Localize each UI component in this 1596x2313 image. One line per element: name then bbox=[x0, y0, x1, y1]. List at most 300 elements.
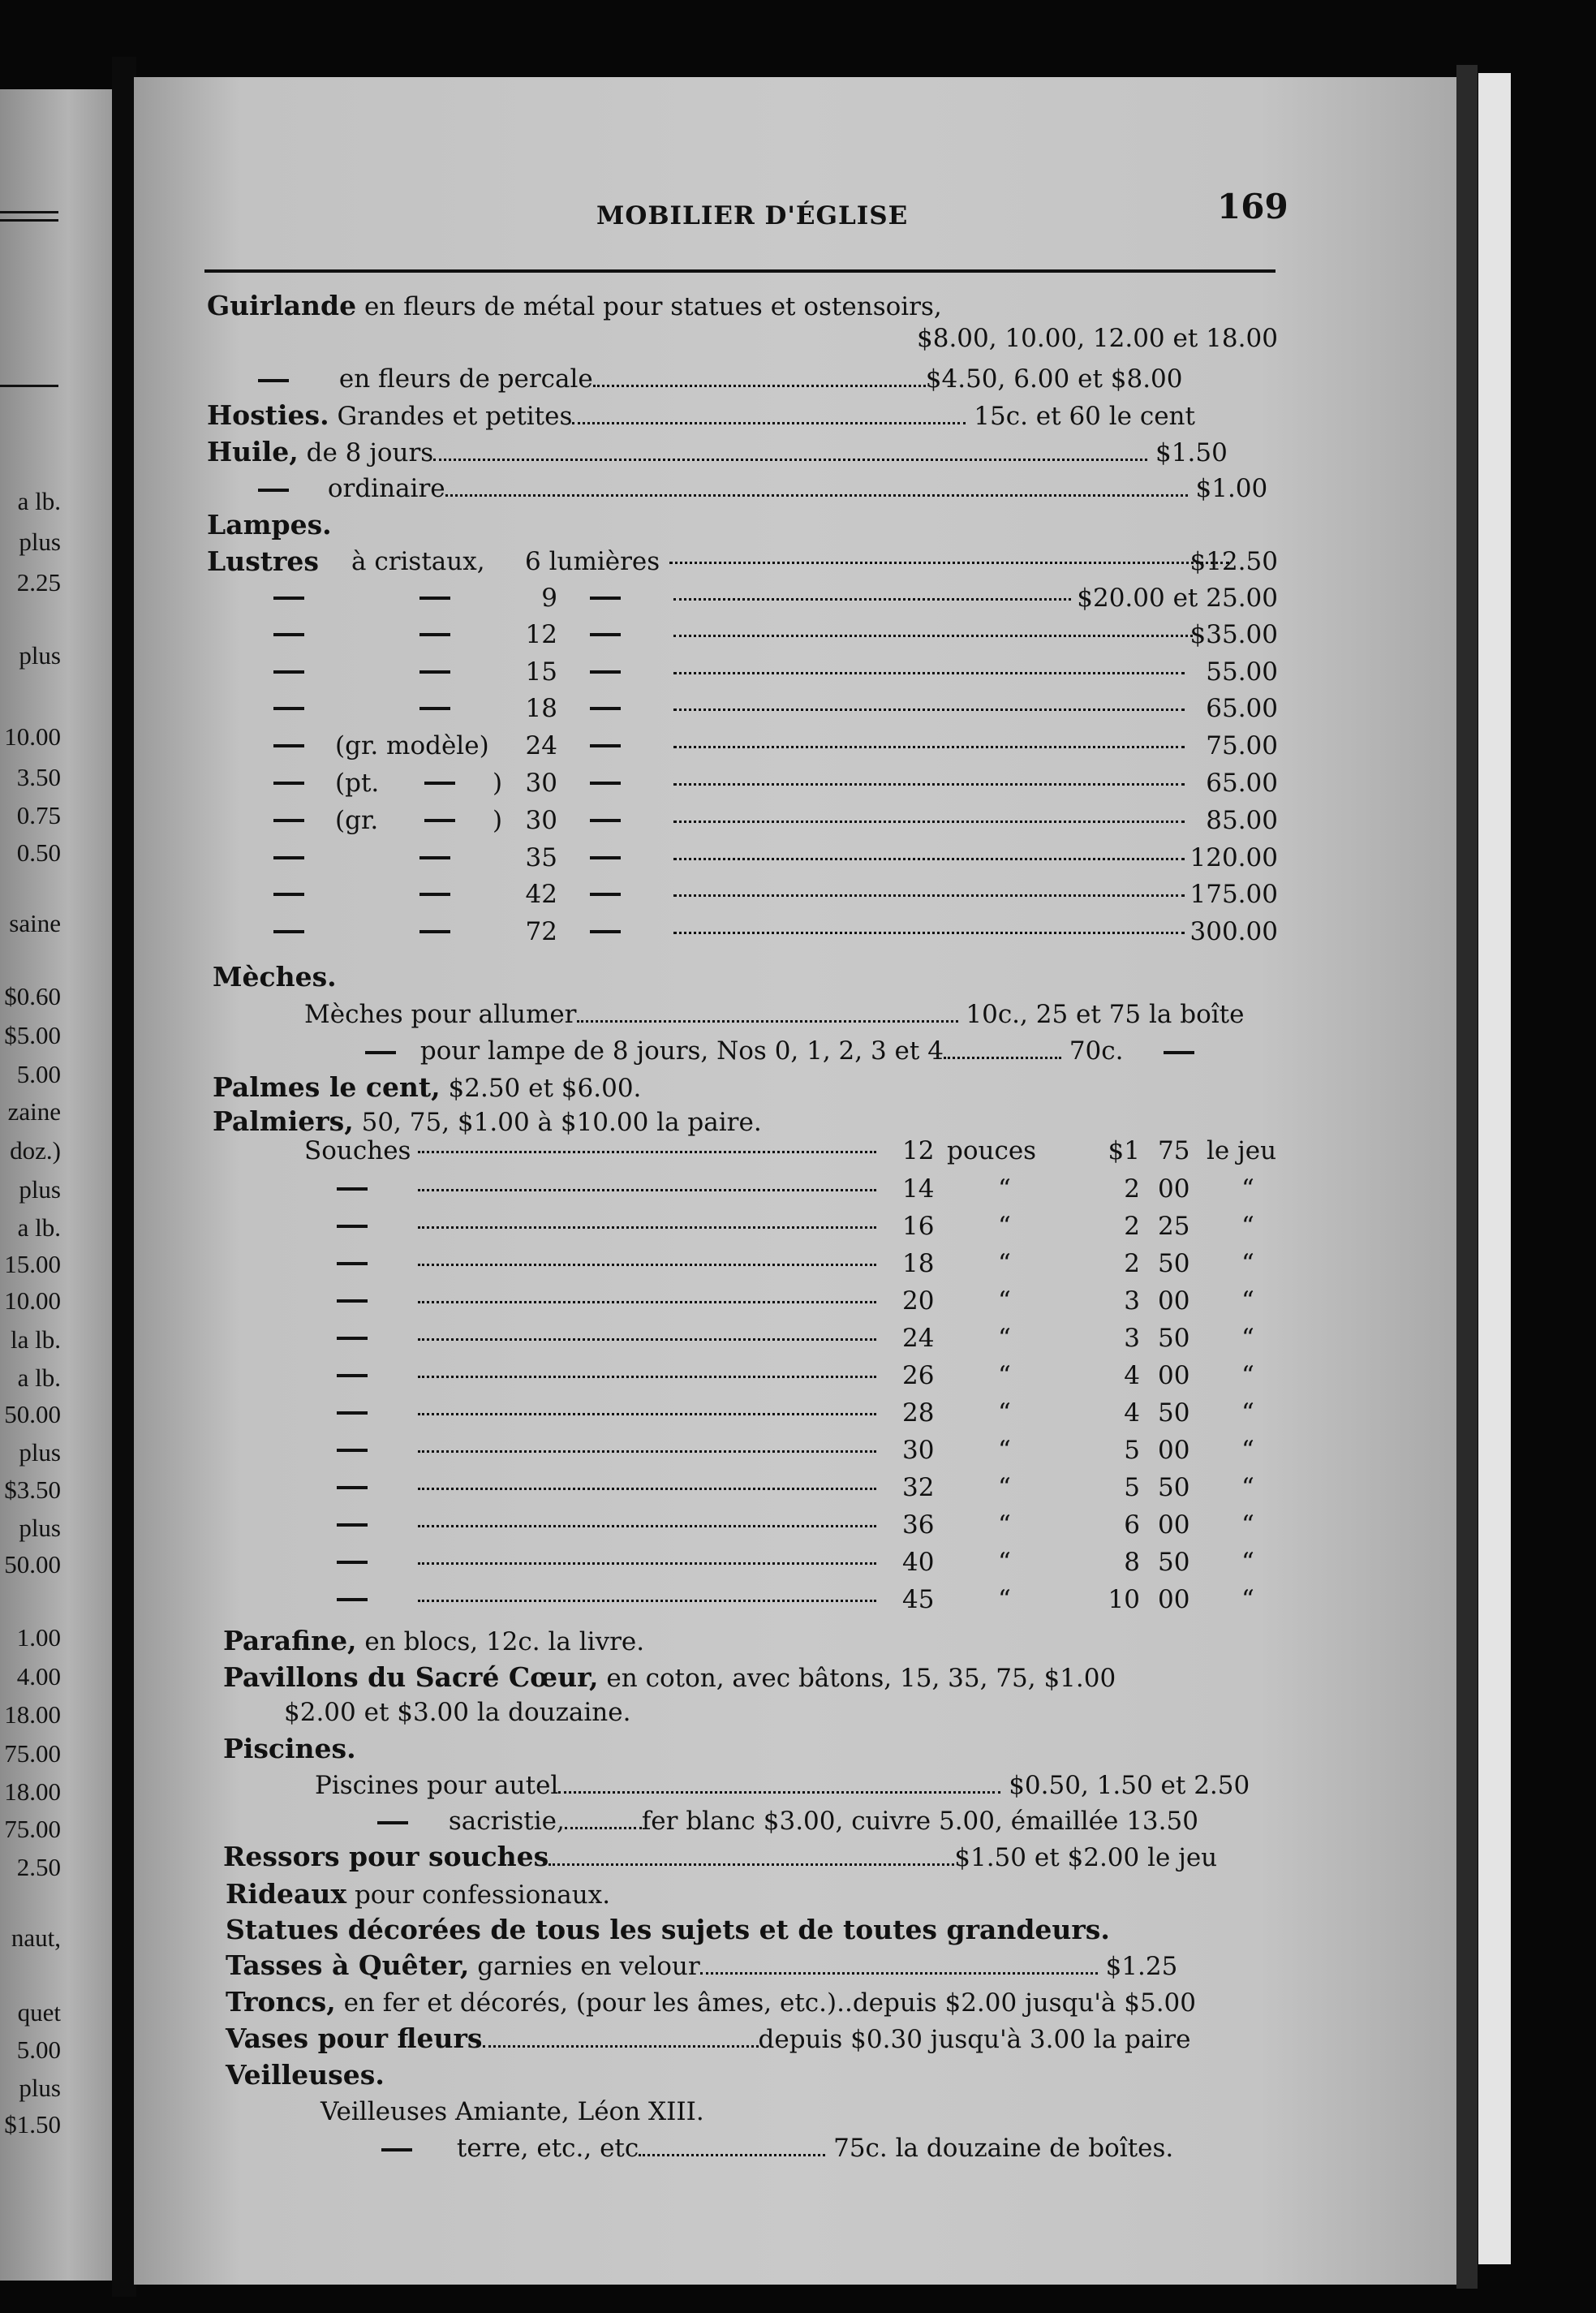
leader-dots bbox=[483, 2031, 759, 2048]
entry-pavillons bbox=[223, 1660, 1116, 1695]
lustres-row bbox=[207, 544, 1294, 579]
leader-dots bbox=[418, 1212, 876, 1229]
facing-page-fragment: plus bbox=[19, 1514, 61, 1542]
facing-page-fragment: zaine bbox=[7, 1097, 61, 1126]
souche-size: 45 bbox=[902, 1585, 935, 1614]
facing-page-fragment: 50.00 bbox=[4, 1400, 61, 1428]
souche-size: 30 bbox=[902, 1436, 935, 1465]
souche-size: 24 bbox=[902, 1324, 935, 1353]
souche-dollars: $1 bbox=[1108, 1136, 1140, 1165]
leader-dots bbox=[673, 806, 1185, 823]
lustres-lights: 9 bbox=[541, 584, 557, 613]
entry-description: $2.50 et $6.00. bbox=[448, 1074, 642, 1103]
souche-cents: 25 bbox=[1158, 1212, 1190, 1241]
lustres-price: $35.00 bbox=[1189, 620, 1278, 649]
souche-unit: “ bbox=[998, 1510, 1011, 1540]
facing-page-fragment: 18.00 bbox=[4, 1777, 61, 1806]
ditto-dash bbox=[337, 1486, 368, 1489]
lustres-lights: 42 bbox=[525, 880, 557, 909]
ditto-dash bbox=[381, 2148, 412, 2151]
ditto-dash bbox=[337, 1187, 368, 1191]
souche-size: 20 bbox=[902, 1286, 935, 1316]
sub-label: en fleurs de percale bbox=[338, 364, 593, 394]
ditto-dash bbox=[365, 1051, 396, 1054]
souche-unit: “ bbox=[998, 1398, 1011, 1428]
souche-per: “ bbox=[1241, 1548, 1254, 1577]
entry-description: de 8 jours bbox=[306, 438, 434, 467]
entry-description: Grandes et petites bbox=[337, 402, 573, 431]
palmiers-row bbox=[304, 1432, 1302, 1468]
souche-unit: “ bbox=[998, 1585, 1011, 1614]
ditto-dash bbox=[590, 930, 621, 933]
leader-dots bbox=[418, 1436, 876, 1453]
lustres-lights: 6 lumières bbox=[525, 547, 660, 576]
ditto-dash bbox=[337, 1262, 368, 1265]
facing-page-fragment: $5.00 bbox=[4, 1021, 61, 1049]
facing-page-fragment: 10.00 bbox=[4, 722, 61, 751]
entry-subline bbox=[377, 1803, 1198, 1839]
souche-dollars: 3 bbox=[1124, 1324, 1140, 1353]
entry-title: Huile, bbox=[207, 436, 299, 467]
facing-page-fragment: 3.50 bbox=[16, 763, 61, 791]
souche-per: le jeu bbox=[1207, 1136, 1277, 1165]
entry-price: 15c. et 60 le cent bbox=[974, 402, 1195, 431]
leader-dots bbox=[418, 1510, 876, 1527]
souche-dollars: 5 bbox=[1124, 1436, 1140, 1465]
facing-page-fragment: plus bbox=[19, 528, 61, 556]
lustres-row bbox=[207, 580, 1294, 616]
ditto-dash bbox=[419, 893, 450, 896]
ditto-dash bbox=[424, 819, 455, 822]
souche-unit: “ bbox=[998, 1436, 1011, 1465]
souche-cents: 00 bbox=[1158, 1585, 1190, 1614]
souche-per: “ bbox=[1241, 1436, 1254, 1465]
lustres-model: (gr. bbox=[335, 806, 379, 835]
sub-price: 70c. bbox=[1069, 1036, 1124, 1066]
sub-label: Mèches pour allumer bbox=[304, 1000, 577, 1029]
ditto-dash bbox=[590, 782, 621, 785]
souche-dollars: 8 bbox=[1124, 1548, 1140, 1577]
entry-vases bbox=[226, 2021, 1190, 2057]
lustres-price: 175.00 bbox=[1189, 880, 1278, 909]
facing-page-fragment: a lb. bbox=[17, 487, 61, 515]
facing-page-fragment: 2.25 bbox=[16, 568, 61, 597]
ditto-dash bbox=[273, 819, 304, 822]
souche-per: “ bbox=[1241, 1361, 1254, 1390]
ditto-dash bbox=[337, 1449, 368, 1452]
souche-unit: “ bbox=[998, 1286, 1011, 1316]
entry-guirlande bbox=[207, 288, 942, 324]
leader-dots bbox=[639, 2139, 825, 2156]
ditto-dash bbox=[419, 930, 450, 933]
ditto-dash bbox=[337, 1561, 368, 1564]
sub-label: sacristie, bbox=[448, 1807, 565, 1836]
souche-cents: 50 bbox=[1158, 1324, 1190, 1353]
ditto-dash bbox=[258, 489, 289, 492]
facing-page-rule bbox=[0, 219, 58, 222]
souche-dollars: 2 bbox=[1124, 1212, 1140, 1241]
facing-page-fragment: plus bbox=[19, 1175, 61, 1204]
entry-description: à cristaux, bbox=[351, 547, 485, 576]
lustres-row bbox=[207, 691, 1294, 726]
lustres-price: 55.00 bbox=[1206, 657, 1278, 687]
lustres-lights: 24 bbox=[525, 731, 557, 760]
ditto-dash bbox=[337, 1225, 368, 1228]
leader-dots bbox=[418, 1361, 876, 1378]
palmiers-row bbox=[304, 1283, 1302, 1319]
ditto-dash bbox=[273, 856, 304, 859]
ditto-dash bbox=[590, 707, 621, 710]
entry-title: Guirlande bbox=[207, 290, 357, 321]
lustres-price: 300.00 bbox=[1189, 917, 1278, 946]
leader-dots bbox=[418, 1585, 876, 1602]
facing-page-fragment: plus bbox=[19, 2074, 61, 2102]
leader-dots bbox=[673, 694, 1185, 711]
sub-label: terre, etc., etc bbox=[456, 2134, 639, 2163]
palmiers-row bbox=[304, 1320, 1302, 1356]
leader-dots bbox=[418, 1249, 876, 1266]
ditto-dash bbox=[377, 1821, 408, 1824]
entry-title: Pavillons du Sacré Cœur, bbox=[223, 1661, 599, 1693]
leader-dots bbox=[418, 1286, 876, 1303]
leader-dots bbox=[418, 1548, 876, 1565]
souche-per: “ bbox=[1241, 1174, 1254, 1204]
leader-dots bbox=[548, 1849, 954, 1866]
souche-size: 14 bbox=[902, 1174, 935, 1204]
palmiers-row bbox=[304, 1507, 1302, 1543]
leader-dots bbox=[445, 480, 1188, 497]
entry-title: Palmes le cent, bbox=[213, 1071, 441, 1103]
book-gutter bbox=[112, 57, 136, 2297]
souches-label: Souches bbox=[304, 1136, 411, 1165]
entry-price: depuis $0.30 jusqu'à 3.00 la paire bbox=[758, 2025, 1191, 2054]
entry-price: $1.50 et $2.00 le jeu bbox=[954, 1843, 1218, 1872]
leader-dots bbox=[577, 1006, 958, 1023]
bracket: ) bbox=[493, 806, 503, 835]
leader-dots bbox=[673, 769, 1185, 786]
leader-dots bbox=[565, 1812, 642, 1829]
lustres-lights: 72 bbox=[525, 917, 557, 946]
lustres-price: $12.50 bbox=[1189, 547, 1278, 576]
souche-cents: 00 bbox=[1158, 1510, 1190, 1540]
sub-price: fer blanc $3.00, cuivre 5.00, émaillée 13.50 bbox=[641, 1807, 1198, 1836]
palmiers-row bbox=[304, 1208, 1302, 1244]
ditto-dash bbox=[273, 930, 304, 933]
entry-price: $1.50 bbox=[1155, 438, 1228, 467]
lustres-row bbox=[207, 877, 1294, 912]
entry-veilleuses: Veilleuses. bbox=[226, 2059, 385, 2091]
entry-tasses bbox=[226, 1948, 1177, 1983]
leader-dots bbox=[593, 370, 926, 387]
souche-unit: pouces bbox=[947, 1136, 1037, 1165]
souche-per: “ bbox=[1241, 1473, 1254, 1502]
facing-page-fragment: 5.00 bbox=[16, 2035, 61, 2064]
entry-meches: Mèches. bbox=[213, 961, 337, 993]
ditto-dash bbox=[337, 1598, 368, 1601]
facing-page-fragment: 75.00 bbox=[4, 1815, 61, 1843]
souche-cents: 50 bbox=[1158, 1398, 1190, 1428]
leader-dots bbox=[418, 1398, 876, 1415]
leader-dots bbox=[418, 1136, 876, 1153]
souche-unit: “ bbox=[998, 1174, 1011, 1204]
souche-per: “ bbox=[1241, 1286, 1254, 1316]
lustres-price: 65.00 bbox=[1206, 694, 1278, 723]
souche-per: “ bbox=[1241, 1398, 1254, 1428]
facing-page-fragment: 0.75 bbox=[16, 801, 61, 829]
lustres-model: (pt. bbox=[335, 769, 380, 798]
entry-subline: Veilleuses Amiante, Léon XIII. bbox=[320, 2097, 704, 2126]
leader-dots bbox=[669, 547, 1229, 564]
entry-subline bbox=[365, 1033, 1194, 1069]
entry-piscines: Piscines. bbox=[223, 1733, 356, 1764]
souche-dollars: 6 bbox=[1124, 1510, 1140, 1540]
souche-size: 28 bbox=[902, 1398, 935, 1428]
lustres-price: 65.00 bbox=[1206, 769, 1278, 798]
souche-cents: 50 bbox=[1158, 1249, 1190, 1278]
facing-page-fragment: $1.50 bbox=[4, 2110, 61, 2139]
souche-cents: 00 bbox=[1158, 1436, 1190, 1465]
entry-ressors bbox=[223, 1839, 1217, 1875]
souche-dollars: 4 bbox=[1124, 1398, 1140, 1428]
ditto-dash bbox=[273, 893, 304, 896]
sub-price: $4.50, 6.00 et $8.00 bbox=[925, 364, 1183, 394]
lustres-row bbox=[207, 914, 1294, 950]
facing-page-fragment: 10.00 bbox=[4, 1286, 61, 1315]
entry-price: $8.00, 10.00, 12.00 et 18.00 bbox=[917, 324, 1278, 353]
leader-dots bbox=[673, 880, 1185, 897]
ditto-dash bbox=[419, 633, 450, 636]
souche-size: 16 bbox=[902, 1212, 935, 1241]
ditto-dash bbox=[419, 597, 450, 600]
ditto-dash bbox=[590, 819, 621, 822]
facing-page-fragment: plus bbox=[19, 641, 61, 670]
facing-page-fragment: 50.00 bbox=[4, 1550, 61, 1579]
souche-per: “ bbox=[1241, 1510, 1254, 1540]
souche-per: “ bbox=[1241, 1324, 1254, 1353]
lustres-model: (gr. modèle) bbox=[335, 731, 489, 760]
leader-dots bbox=[558, 1777, 1000, 1794]
leader-dots bbox=[673, 731, 1185, 748]
lustres-price: 75.00 bbox=[1206, 731, 1278, 760]
lustres-row bbox=[207, 617, 1294, 653]
lustres-lights: 15 bbox=[525, 657, 557, 687]
ditto-dash bbox=[419, 707, 450, 710]
souche-unit: “ bbox=[998, 1361, 1011, 1390]
entry-troncs bbox=[226, 1984, 1196, 2020]
leader-dots bbox=[673, 657, 1185, 674]
palmiers-row bbox=[304, 1395, 1302, 1431]
souche-size: 40 bbox=[902, 1548, 935, 1577]
entry-parafine bbox=[223, 1623, 644, 1659]
leader-dots bbox=[673, 917, 1185, 934]
ditto-dash bbox=[273, 744, 304, 747]
lustres-row bbox=[207, 840, 1294, 876]
souche-unit: “ bbox=[998, 1548, 1011, 1577]
souche-cents: 00 bbox=[1158, 1174, 1190, 1204]
entry-subline bbox=[381, 2130, 1173, 2166]
ditto-dash bbox=[273, 670, 304, 674]
facing-page-fragment: $0.60 bbox=[4, 982, 61, 1010]
bracket: ) bbox=[493, 769, 503, 798]
souche-dollars: 5 bbox=[1124, 1473, 1140, 1502]
lustres-price: 120.00 bbox=[1189, 843, 1278, 872]
facing-page-fragment: 2.50 bbox=[16, 1853, 61, 1881]
palmiers-row bbox=[304, 1470, 1302, 1505]
entry-subline bbox=[258, 471, 1267, 506]
entry-description: en blocs, 12c. la livre. bbox=[364, 1627, 645, 1656]
ditto-dash bbox=[590, 893, 621, 896]
facing-page-fragment: 18.00 bbox=[4, 1700, 61, 1729]
ditto-dash bbox=[590, 597, 621, 600]
entry-subline bbox=[315, 1768, 1250, 1803]
sub-price: 75c. la douzaine de boîtes. bbox=[833, 2134, 1174, 2163]
entry-description: en fer et décorés, (pour les âmes, etc.)..depuis $2.00 jusqu'à $5.00 bbox=[343, 1988, 1196, 2018]
page-edge bbox=[1456, 65, 1478, 2289]
sub-price: 10c., 25 et 75 la boîte bbox=[966, 1000, 1245, 1029]
facing-page-fragment: plus bbox=[19, 1438, 61, 1467]
ditto-dash bbox=[273, 597, 304, 600]
entry-description: 50, 75, $1.00 à $10.00 la paire. bbox=[361, 1108, 762, 1137]
ditto-dash bbox=[273, 782, 304, 785]
leader-dots bbox=[673, 620, 1193, 637]
souche-unit: “ bbox=[998, 1249, 1011, 1278]
entry-subline bbox=[304, 997, 1244, 1032]
souche-size: 36 bbox=[902, 1510, 935, 1540]
souche-dollars: 10 bbox=[1108, 1585, 1140, 1614]
ditto-dash bbox=[337, 1411, 368, 1415]
entry-title: Ressors pour souches bbox=[223, 1841, 549, 1872]
entry-hosties bbox=[207, 398, 1195, 433]
souche-cents: 00 bbox=[1158, 1286, 1190, 1316]
souche-cents: 00 bbox=[1158, 1361, 1190, 1390]
sub-label: pour lampe de 8 jours, Nos 0, 1, 2, 3 et 4 bbox=[419, 1036, 944, 1066]
ditto-dash bbox=[337, 1374, 368, 1377]
facing-page-fragment: 1.00 bbox=[16, 1623, 61, 1652]
facing-page-fragment: 4.00 bbox=[16, 1662, 61, 1691]
lustres-row bbox=[207, 654, 1294, 690]
entry-palmes bbox=[213, 1070, 641, 1105]
entry-price: $1.25 bbox=[1105, 1952, 1178, 1981]
ditto-dash bbox=[590, 744, 621, 747]
entry-title: Parafine, bbox=[223, 1625, 357, 1656]
souche-dollars: 4 bbox=[1124, 1361, 1140, 1390]
leader-dots bbox=[944, 1042, 1061, 1059]
ditto-dash bbox=[1164, 1051, 1194, 1054]
palmiers-row bbox=[304, 1358, 1302, 1393]
ditto-dash bbox=[424, 782, 455, 785]
souche-cents: 50 bbox=[1158, 1548, 1190, 1577]
lustres-lights: 18 bbox=[525, 694, 557, 723]
entry-description: garnies en velour bbox=[477, 1952, 700, 1981]
facing-page-fragment: quet bbox=[17, 1998, 61, 2027]
facing-page-fragment: naut, bbox=[11, 1923, 61, 1952]
facing-page-fragment: 5.00 bbox=[16, 1060, 61, 1088]
souche-per: “ bbox=[1241, 1212, 1254, 1241]
scan-margin bbox=[1478, 73, 1511, 2264]
entry-rideaux bbox=[226, 1876, 610, 1912]
facing-page-rule bbox=[0, 385, 58, 387]
souche-size: 26 bbox=[902, 1361, 935, 1390]
header-rule bbox=[204, 269, 1276, 273]
facing-page-fragment: doz.) bbox=[10, 1136, 61, 1165]
entry-description: en coton, avec bâtons, 15, 35, 75, $1.00 bbox=[606, 1664, 1116, 1693]
lustres-lights: 30 bbox=[525, 769, 557, 798]
lustres-row bbox=[207, 803, 1294, 838]
lustres-lights: 30 bbox=[525, 806, 557, 835]
sub-label: Piscines pour autel bbox=[315, 1771, 559, 1800]
souche-unit: “ bbox=[998, 1324, 1011, 1353]
leader-dots bbox=[700, 1958, 1098, 1975]
palmiers-row bbox=[304, 1582, 1302, 1617]
souche-size: 12 bbox=[902, 1136, 935, 1165]
entry-title: Hosties. bbox=[207, 399, 329, 431]
sub-price: $1.00 bbox=[1195, 474, 1268, 503]
ditto-dash bbox=[590, 856, 621, 859]
palmiers-row bbox=[304, 1544, 1302, 1580]
facing-page-fragment: 0.50 bbox=[16, 838, 61, 867]
facing-page-fragment: a lb. bbox=[17, 1363, 61, 1392]
sub-label: ordinaire bbox=[327, 474, 445, 503]
souche-dollars: 3 bbox=[1124, 1286, 1140, 1316]
leader-dots bbox=[418, 1324, 876, 1341]
ditto-dash bbox=[337, 1337, 368, 1340]
souche-cents: 75 bbox=[1158, 1136, 1190, 1165]
entry-description: pour confessionaux. bbox=[354, 1880, 611, 1910]
lustres-price: $20.00 et 25.00 bbox=[1077, 584, 1278, 613]
souche-size: 32 bbox=[902, 1473, 935, 1502]
ditto-dash bbox=[273, 707, 304, 710]
facing-page-rule bbox=[0, 211, 58, 213]
entry-huile bbox=[207, 434, 1228, 470]
souche-unit: “ bbox=[998, 1473, 1011, 1502]
page-number: 169 bbox=[1217, 187, 1288, 226]
entry-statues: Statues décorées de tous les sujets et de toutes grandeurs. bbox=[226, 1914, 1110, 1945]
entry-title: Rideaux bbox=[226, 1878, 347, 1910]
entry-title: Tasses à Quêter, bbox=[226, 1949, 470, 1981]
palmiers-row bbox=[304, 1246, 1302, 1281]
lustres-row bbox=[207, 765, 1294, 801]
running-title: MOBILIER D'ÉGLISE bbox=[596, 201, 909, 230]
ditto-dash bbox=[258, 379, 289, 382]
leader-dots bbox=[572, 407, 966, 424]
palmiers-row bbox=[304, 1171, 1302, 1207]
ditto-dash bbox=[590, 633, 621, 636]
souche-dollars: 2 bbox=[1124, 1249, 1140, 1278]
entry-title: Lustres bbox=[207, 545, 319, 577]
entry-continuation: $2.00 et $3.00 la douzaine. bbox=[284, 1698, 631, 1727]
ditto-dash bbox=[419, 670, 450, 674]
leader-dots bbox=[433, 444, 1147, 461]
facing-page-fragment: a lb. bbox=[17, 1213, 61, 1242]
ditto-dash bbox=[337, 1299, 368, 1303]
souche-size: 18 bbox=[902, 1249, 935, 1278]
ditto-dash bbox=[590, 670, 621, 674]
lustres-lights: 12 bbox=[525, 620, 557, 649]
leader-dots bbox=[418, 1473, 876, 1490]
entry-title: Troncs, bbox=[226, 1986, 336, 2018]
facing-page-fragment: saine bbox=[9, 909, 61, 937]
souche-unit: “ bbox=[998, 1212, 1011, 1241]
facing-page-fragment: la lb. bbox=[11, 1325, 61, 1354]
facing-page-fragment: 15.00 bbox=[4, 1250, 61, 1278]
souche-per: “ bbox=[1241, 1585, 1254, 1614]
entry-description: en fleurs de métal pour statues et ostensoirs, bbox=[364, 292, 942, 321]
souche-dollars: 2 bbox=[1124, 1174, 1140, 1204]
lustres-row bbox=[207, 728, 1294, 764]
palmiers-row bbox=[304, 1133, 1302, 1169]
leader-dots bbox=[418, 1174, 876, 1191]
sub-price: $0.50, 1.50 et 2.50 bbox=[1009, 1771, 1250, 1800]
